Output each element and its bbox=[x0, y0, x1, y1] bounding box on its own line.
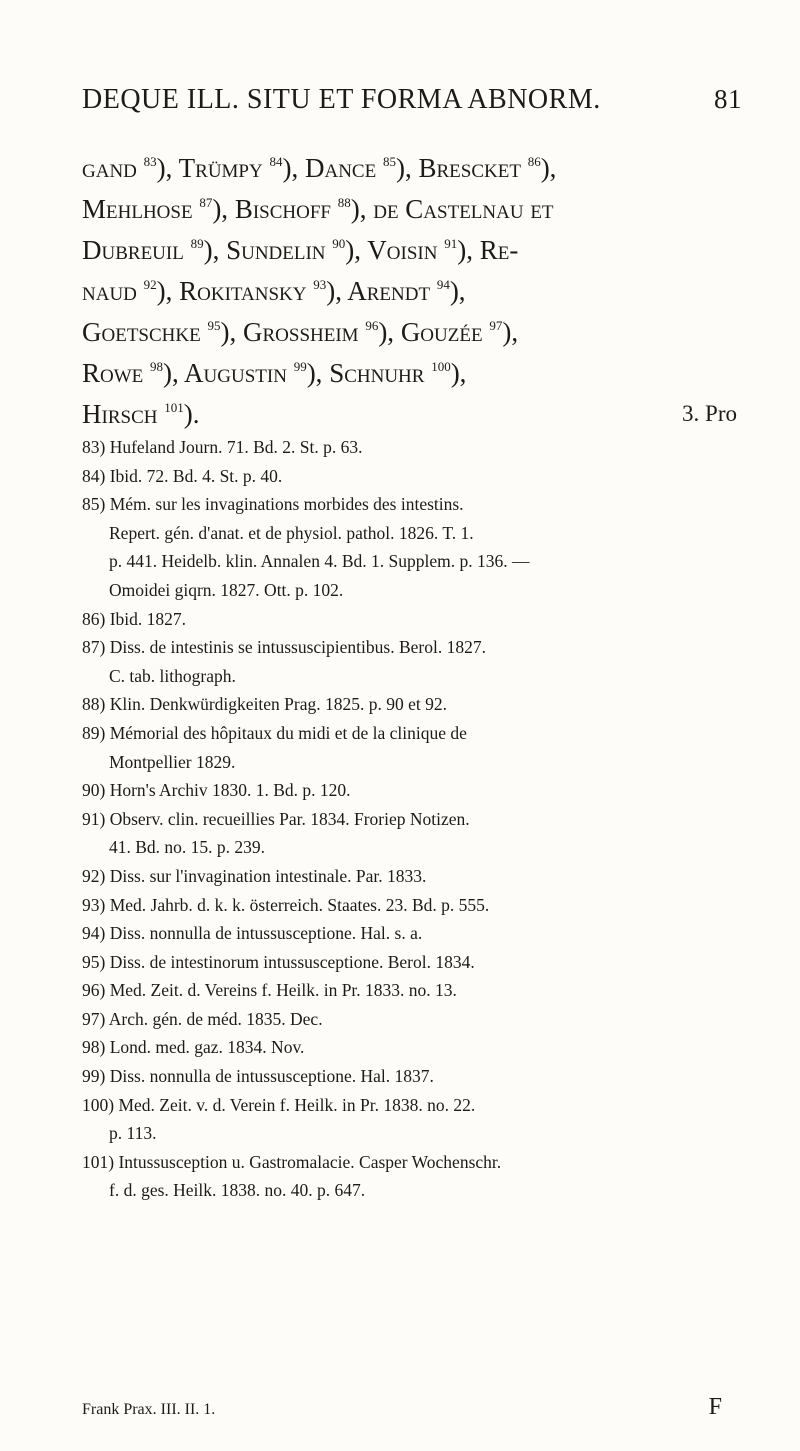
separator: ), bbox=[212, 194, 229, 224]
separator: ), bbox=[203, 235, 220, 265]
signature-mark: F bbox=[708, 1394, 722, 1420]
footnote-text-line: Med. Jahrb. d. k. k. österreich. Staates. 23. Bd. p. 555. bbox=[109, 894, 490, 915]
footnote-text-line: Diss. de intestinorum intussusceptione. Berol. 1834. bbox=[109, 951, 475, 972]
printer-signature bbox=[82, 1394, 722, 1421]
author-name: Goetschke bbox=[82, 317, 201, 347]
separator: ). bbox=[183, 399, 200, 429]
separator: ), bbox=[220, 317, 237, 347]
footnote bbox=[82, 433, 742, 462]
section-label: 3. Pro bbox=[682, 401, 737, 426]
names-line bbox=[82, 271, 742, 312]
separator: ), bbox=[306, 358, 323, 388]
author-name: gand bbox=[82, 153, 137, 183]
footnote-number: 83) bbox=[82, 437, 106, 457]
author-name: Voisin bbox=[367, 235, 438, 265]
footnote-text-line: f. d. ges. Heilk. 1838. no. 40. p. 647. bbox=[109, 1180, 366, 1201]
footnote-text-line: Repert. gén. d'anat. et de physiol. pathol. 1826. T. 1. bbox=[109, 522, 474, 543]
footnote-number: 90) bbox=[82, 780, 106, 801]
author-name: Mehlhose bbox=[82, 194, 193, 224]
separator: ), bbox=[378, 317, 395, 347]
footnote-text-line: p. 113. bbox=[109, 1123, 157, 1144]
footnote bbox=[82, 891, 742, 920]
footnote-number: 84) bbox=[82, 465, 106, 486]
footnote bbox=[82, 776, 742, 805]
page-number: 81 bbox=[714, 84, 742, 114]
footnote bbox=[82, 805, 742, 862]
footnote-text-line: Horn's Archiv 1830. 1. Bd. p. 120. bbox=[109, 780, 351, 801]
separator: ), bbox=[449, 276, 466, 306]
author-name: Grossheim bbox=[242, 317, 359, 347]
footnote-ref: 92 bbox=[143, 277, 157, 292]
footnote bbox=[82, 1062, 742, 1091]
author-name: Dubreuil bbox=[82, 235, 184, 265]
separator: ), bbox=[326, 276, 342, 306]
footnote-ref: 94 bbox=[436, 277, 450, 292]
footnote-text-line: Diss. nonnulla de intussusceptione. Hal. s. a. bbox=[109, 923, 423, 944]
footnote-ref: 91 bbox=[444, 236, 458, 251]
author-name: Gouzée bbox=[400, 317, 483, 347]
footnote-text-line: Klin. Denkwürdigkeiten Prag. 1825. p. 90 et 92. bbox=[109, 694, 448, 715]
author-name: Rowe bbox=[82, 358, 144, 388]
footnote-text-line: C. tab. lithograph. bbox=[109, 665, 236, 686]
footnote-text-line: Diss. sur l'invagination intestinale. Par. 1833. bbox=[109, 865, 427, 886]
footnote-ref: 96 bbox=[365, 318, 379, 333]
footnote-text-line: Diss. nonnulla de intussusceptione. Hal. 1837. bbox=[109, 1066, 434, 1087]
footnote-number: 97) bbox=[82, 1008, 106, 1029]
footnote-text-line: Intussusception u. Gastromalacie. Casper Wochenschr. bbox=[118, 1151, 502, 1172]
names-line bbox=[82, 148, 742, 189]
author-name: naud bbox=[82, 276, 137, 306]
author-name: Rokitansky bbox=[179, 276, 307, 306]
footnote-text-line: 41. Bd. no. 15. p. 239. bbox=[109, 837, 266, 858]
separator: ), bbox=[457, 235, 473, 265]
footnote-text-line: Ibid. 1827. bbox=[109, 608, 187, 629]
author-names-paragraph bbox=[82, 148, 742, 435]
author-name: Arendt bbox=[347, 276, 431, 306]
footnote bbox=[82, 690, 742, 719]
footnote-text-line: Arch. gén. de méd. 1835. Dec. bbox=[108, 1008, 323, 1029]
footnote-number: 99) bbox=[82, 1066, 106, 1087]
footnote-ref: 99 bbox=[293, 359, 307, 374]
separator: ), bbox=[163, 358, 179, 388]
signature-text: Frank Prax. III. II. 1. bbox=[82, 1401, 216, 1418]
footnote-number: 98) bbox=[82, 1037, 106, 1058]
footnote-text-line: Med. Zeit. d. Vereins f. Heilk. in Pr. 1833. no. 13. bbox=[109, 980, 457, 1001]
footnote-text-line: Omoidei giqrn. 1827. Ott. p. 102. bbox=[109, 579, 344, 600]
footnote-number: 93) bbox=[82, 894, 106, 915]
footnote-ref: 95 bbox=[207, 318, 221, 333]
footnote bbox=[82, 862, 742, 891]
footnote-number: 89) bbox=[82, 722, 106, 743]
footnote-number: 91) bbox=[82, 808, 106, 829]
footnote-text-line: Diss. de intestinis se intussuscipientibus. Berol. 1827. bbox=[109, 637, 486, 658]
author-name: Sundelin bbox=[226, 235, 326, 265]
names-line bbox=[82, 312, 742, 353]
footnote-text-line: p. 441. Heidelb. klin. Annalen 4. Bd. 1. Supplem. p. 136. — bbox=[109, 551, 530, 572]
author-name: Re- bbox=[479, 235, 519, 265]
footnote-ref: 88 bbox=[337, 195, 351, 210]
running-header bbox=[82, 84, 742, 116]
footnote-number: 101) bbox=[82, 1151, 115, 1172]
separator: ), bbox=[450, 358, 467, 388]
footnote-number: 88) bbox=[82, 694, 106, 715]
footnote-number: 100) bbox=[82, 1094, 115, 1115]
footnote-ref: 83 bbox=[143, 154, 157, 169]
footnote bbox=[82, 1033, 742, 1062]
footnote-number: 96) bbox=[82, 980, 106, 1001]
author-name: Bischoff bbox=[234, 194, 331, 224]
footnote-text-line: Med. Zeit. v. d. Verein f. Heilk. in Pr. 1838. no. 22. bbox=[118, 1094, 476, 1115]
footnotes bbox=[82, 433, 742, 1205]
names-line bbox=[82, 189, 742, 230]
separator: ), bbox=[395, 153, 412, 183]
footnote-ref: 90 bbox=[332, 236, 346, 251]
author-name: Dance bbox=[304, 153, 377, 183]
footnote-text-line: Hufeland Journ. 71. Bd. 2. St. p. 63. bbox=[109, 437, 363, 457]
footnote-text-line: Mém. sur les invaginations morbides des intestins. bbox=[109, 494, 464, 515]
footnote bbox=[82, 1091, 742, 1148]
author-name: Schnuhr bbox=[329, 358, 425, 388]
footnote-number: 85) bbox=[82, 494, 106, 515]
footnote-text-line: Montpellier 1829. bbox=[109, 751, 236, 772]
footnote-ref: 84 bbox=[269, 154, 283, 169]
footnote bbox=[82, 919, 742, 948]
separator: ), bbox=[350, 194, 367, 224]
footnote-number: 94) bbox=[82, 923, 106, 944]
footnote bbox=[82, 976, 742, 1005]
author-name: Trümpy bbox=[178, 153, 263, 183]
separator: ), bbox=[156, 276, 173, 306]
footnote-number: 92) bbox=[82, 865, 106, 886]
footnote bbox=[82, 462, 742, 491]
separator: et bbox=[523, 194, 554, 224]
footnote-ref: 85 bbox=[382, 154, 396, 169]
footnote bbox=[82, 1148, 742, 1205]
footnote-text-line: Mémorial des hôpitaux du midi et de la clinique de bbox=[109, 722, 467, 743]
footnote-ref: 97 bbox=[489, 318, 503, 333]
footnote-ref: 93 bbox=[313, 277, 327, 292]
footnote-ref: 89 bbox=[190, 236, 204, 251]
footnote bbox=[82, 1005, 742, 1034]
footnote-text-line: Observ. clin. recueillies Par. 1834. Froriep Notizen. bbox=[109, 808, 470, 829]
separator: ), bbox=[540, 153, 557, 183]
footnote-text-line: Lond. med. gaz. 1834. Nov. bbox=[109, 1037, 305, 1058]
names-line bbox=[82, 394, 742, 435]
footnote-number: 86) bbox=[82, 608, 106, 629]
footnote-ref: 100 bbox=[431, 359, 451, 374]
footnote bbox=[82, 490, 742, 604]
footnote-ref: 87 bbox=[199, 195, 213, 210]
running-title: DEQUE ILL. SITU ET FORMA ABNORM. bbox=[82, 84, 601, 115]
footnote-ref: 101 bbox=[164, 400, 184, 415]
separator: ), bbox=[345, 235, 362, 265]
footnote-ref: 98 bbox=[150, 359, 164, 374]
author-name: Brescket bbox=[418, 153, 521, 183]
footnote bbox=[82, 719, 742, 776]
author-name: Hirsch bbox=[82, 399, 158, 429]
separator: ), bbox=[156, 153, 173, 183]
footnote-text-line: Ibid. 72. Bd. 4. St. p. 40. bbox=[109, 465, 283, 486]
footnote bbox=[82, 605, 742, 634]
footnote-number: 87) bbox=[82, 637, 106, 658]
separator: ), bbox=[282, 153, 299, 183]
separator: ), bbox=[502, 317, 519, 347]
footnote-ref: 86 bbox=[527, 154, 541, 169]
author-name: de Castelnau bbox=[373, 194, 524, 224]
author-name: Augustin bbox=[184, 358, 287, 388]
names-line bbox=[82, 230, 742, 271]
footnote-number: 95) bbox=[82, 951, 106, 972]
footnote bbox=[82, 948, 742, 977]
footnote bbox=[82, 633, 742, 690]
names-line bbox=[82, 353, 742, 394]
